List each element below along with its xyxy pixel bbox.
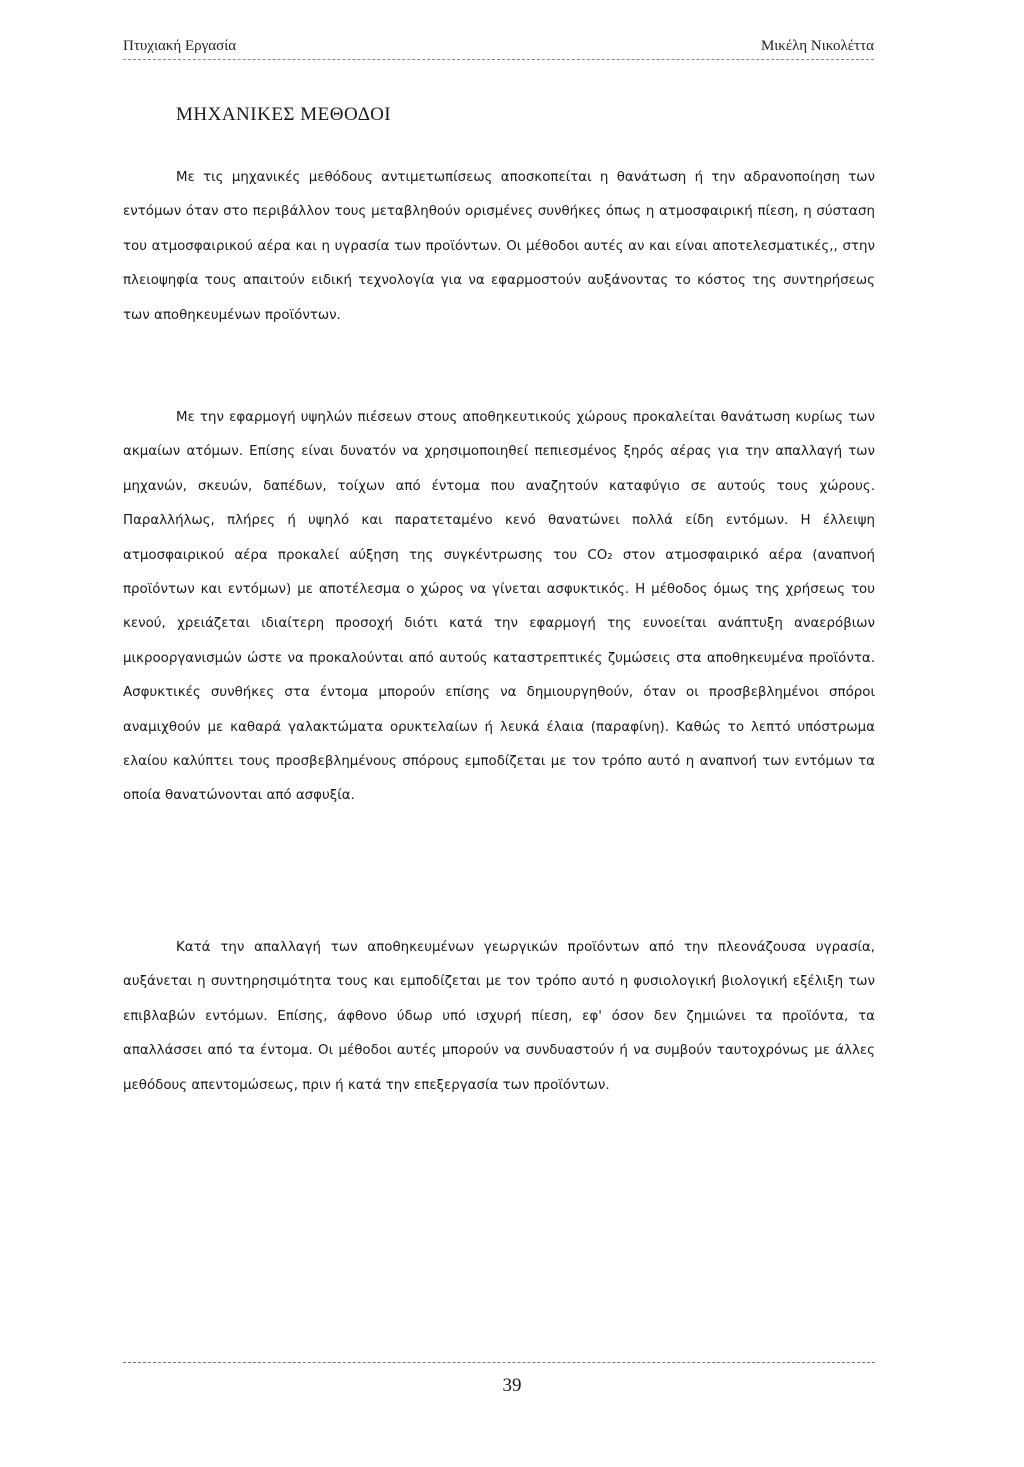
header-rule	[123, 59, 874, 60]
paragraph-3-text: Κατά την απαλλαγή των αποθηκευμένων γεωργικών προϊόντων από την πλεονάζουσα υγρασία, αυξάνεται η συντηρησιμότητα τους και εμποδίζεται με τον τρόπο αυτό η φυσιολογική βιολογική εξέλιξη των επιβλαβών εντόμων. Επίσης, άφθονο ύδωρ υπό ισχυρή πίεση, εφ' όσον δεν ζημιώνει τα προϊόντα, τα απαλλάσσει από τα έντομα. Οι μέθοδοι αυτές μπορούν να συνδυαστούν ή να συμβούν ταυτοχρόνως με άλλες μεθόδους απεντομώσεως, πριν ή κατά την επεξεργασία των προϊόντων.	[123, 940, 875, 1093]
paragraph-3	[123, 931, 875, 1103]
paragraph-2-text: Με την εφαρμογή υψηλών πιέσεων στους αποθηκευτικούς χώρους προκαλείται θανάτωση κυρίως των ακμαίων ατόμων. Επίσης είναι δυνατόν να χρησιμοποιηθεί πεπιεσμένος ξηρός αέρας για την απαλλαγή των μηχανών, σκευών, δαπέδων, τοίχων από έντομα που αναζητούν καταφύγιο σε αυτούς τους χώρους. Παραλλήλως, πλήρες ή υψηλό και παρατεταμένο κενό θανατώνει πολλά είδη εντόμων. Η έλλειψη ατμοσφαιρικού αέρα προκαλεί αύξηση της συγκέντρωσης του CO₂ στον ατμοσφαιρικό αέρα (αναπνοή προϊόντων και εντόμων) με αποτέλεσμα ο χώρος να γίνεται ασφυκτικός. Η μέθοδος όμως της χρήσεως του κενού, χρειάζεται ιδιαίτερη προσοχή διότι κατά την εφαρμογή της ευνοείται ανάπτυξη αναερόβιων μικροοργανισμών ώστε να προκαλούνται από αυτούς καταστρεπτικές ζυμώσεις στα αποθηκευμένα προϊόντα. Ασφυκτικές συνθήκες στα έντομα μπορούν επίσης να δημιουργηθούν, όταν οι προσβεβλημένοι σπόροι αναμιχθούν με καθαρά γαλακτώματα ορυκτελαίων ή λευκά έλαια (παραφίνη). Καθώς το λεπτό υπόστρωμα ελαίου καλύπτει τους προσβεβλημένους σπόρους εμποδίζεται με τον τρόπο αυτό η αναπνοή των εντόμων τα οποία θανατώνονται από ασφυξία.	[123, 410, 875, 804]
paragraph-1-text: Με τις μηχανικές μεθόδους αντιμετωπίσεως αποσκοπείται η θανάτωση ή την αδρανοποίηση των εντόμων όταν στο περιβάλλον τους μεταβληθούν ορισμένες συνθήκες όπως η ατμοσφαιρική πίεση, η σύσταση του ατμοσφαιρικού αέρα και η υγρασία των προϊόντων. Οι μέθοδοι αυτές αν και είναι αποτελεσματικές,, στην πλειοψηφία τους απαιτούν ειδική τεχνολογία για να εφαρμοστούν αυξάνοντας το κόστος της συντηρήσεως των αποθηκευμένων προϊόντων.	[123, 170, 875, 323]
footer-rule	[123, 1362, 875, 1363]
paragraph-1	[123, 161, 875, 333]
paragraph-2	[123, 401, 875, 814]
header-author-name: Μικέλη Νικολέττα	[760, 38, 874, 54]
running-header	[123, 38, 874, 62]
page-number: 39	[502, 1375, 522, 1396]
header-thesis-label: Πτυχιακή Εργασία	[123, 38, 237, 54]
section-title: ΜΗΧΑΝΙΚΕΣ ΜΕΘΟΔΟΙ	[176, 104, 392, 125]
